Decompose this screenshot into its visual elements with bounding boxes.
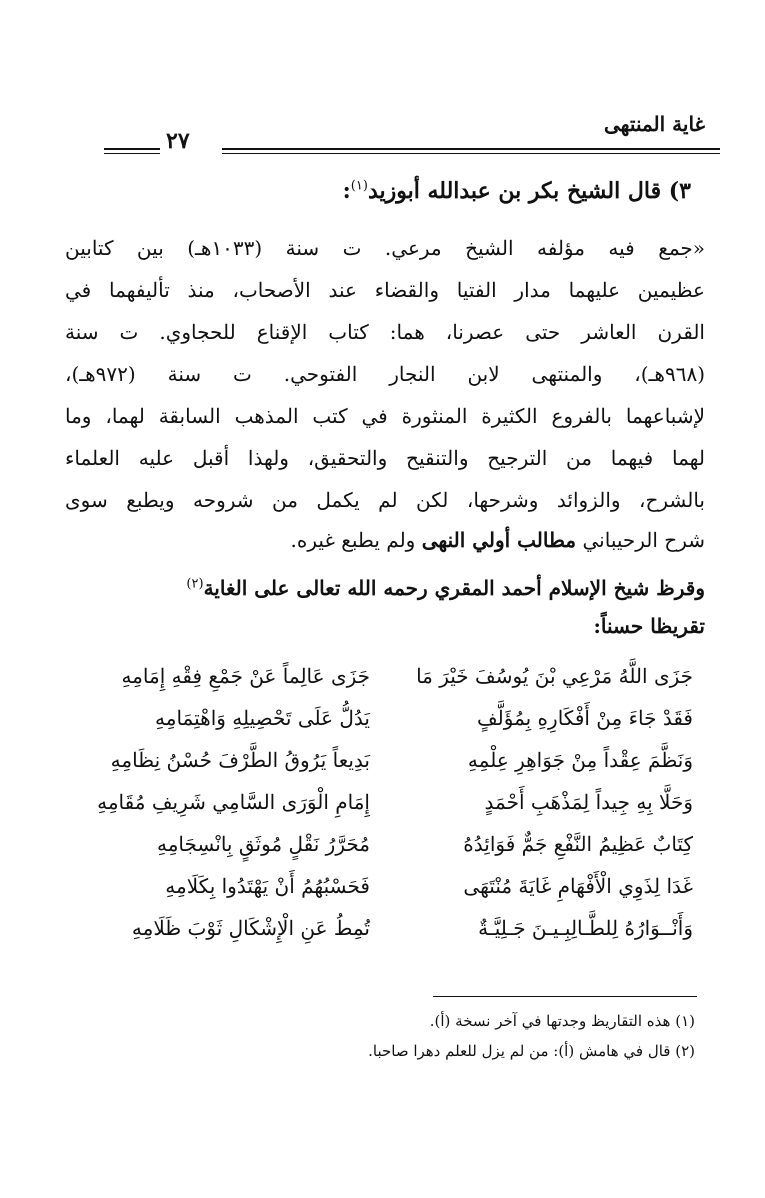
verse-1-right: جَزَى اللَّهُ مَرْعِي بْنَ يُوسُفَ خَيْرَ مَا (416, 664, 693, 688)
quote-line-3: القرن العاشر حتى عصرنا، هما: كتاب الإقناع للحجاوي. ت سنة (65, 320, 705, 344)
quote-line-1: «جمع فيه مؤلفه الشيخ مرعي. ت سنة (١٠٣٣هـ) بين كتابين (65, 236, 705, 260)
section-heading-text: ٣) قال الشيخ بكر بن عبدالله أبوزيد (367, 178, 691, 204)
verse-5-right: كِتَابٌ عَظِيمُ النَّفْعِ جَمٌّ فَوَائِدُهُ (463, 832, 693, 856)
taqreez-line-1: وقرظ شيخ الإسلام أحمد المقري رحمه الله تعالى على الغاية (203, 576, 705, 600)
taqreez-line-2: تقريظا حسناً: (593, 614, 705, 638)
verse-3-left: بَدِيعاً يَرُوقُ الطَّرْفَ حُسْنُ نِظَامِهِ (110, 748, 370, 772)
verse-1-left: جَزَى عَالِماً عَنْ جَمْعِ فِقْهِ إِمَامِهِ (121, 664, 370, 688)
verse-2-right: فَقَدْ جَاءَ مِنْ أَفْكَارِهِ بِمُؤَلَّفٍ (476, 706, 693, 730)
quote-last-before: شرح الرحيباني (576, 528, 705, 552)
verse-6-right: غَدَا لِذَوِي الْأَفْهَامِ غَايَةَ مُنْتَهَى (463, 874, 693, 898)
verse-4-right: وَحَلَّا بِهِ جِيداً لِمَذْهَبِ أَحْمَدٍ (484, 790, 693, 814)
footnote-ref-1: (١) (350, 178, 368, 194)
verse-4-left: إِمَامِ الْوَرَى السَّامِي شَرِيفِ مُقَامِهِ (97, 790, 370, 814)
quote-last-after: ولم يطبع غيره. (290, 528, 422, 552)
verse-2-left: يَدُلُّ عَلَى تَحْصِيلِهِ وَاهْتِمَامِهِ (155, 706, 370, 730)
header-rule-short-thin (104, 153, 160, 154)
quote-line-8 (65, 528, 705, 552)
section-heading (343, 178, 691, 204)
footnote-2: (٢) قال في هامش (أ): من لم يزل للعلم دهرا صاحبا. (368, 1042, 695, 1060)
verse-7-right: وَأَنْــوَارُهُ لِلطَّـالِبِـيـنَ جَـلِيَّـةٌ (478, 916, 693, 940)
verse-3-right: وَنَظَّمَ عِقْداً مِنْ جَوَاهِرِ عِلْمِهِ (467, 748, 693, 772)
page-number: ٢٧ (166, 128, 190, 154)
quote-line-4: (٩٦٨هـ)، والمنتهى لابن النجار الفتوحي. ت سنة (٩٧٢هـ)، (65, 362, 705, 386)
header-rule-long (222, 148, 720, 150)
header-rule-short (104, 148, 160, 150)
verse-7-left: تُمِطُ عَنِ الْإِشْكَالِ ثَوْبَ ظَلَامِهِ (131, 916, 370, 940)
running-title: غاية المنتهى (604, 112, 705, 136)
taqreez-heading (186, 576, 705, 600)
footnote-1: (١) هذه التقاريظ وجدتها في آخر نسخة (أ). (429, 1012, 695, 1030)
book-title-bold: مطالب أولي النهى (421, 528, 577, 552)
quote-line-2: عظيمين عليهما مدار الفتيا والقضاء عند الأصحاب، منذ تأليفهما في (65, 278, 705, 302)
footnote-ref-2: (٢) (186, 576, 204, 592)
verse-6-left: فَحَسْبُهُمُ أَنْ يَهْتَدُوا بِكَلَامِهِ (165, 874, 370, 898)
verse-5-left: مُحَرَّرُ نَقْلٍ مُوثَقٍ بِانْسِجَامِهِ (156, 832, 370, 856)
heading-colon: : (342, 178, 351, 204)
quote-line-6: لهما فيهما من الترجيح والتنقيح والتحقيق، ولهذا أقبل عليه العلماء (65, 446, 705, 470)
header-rule-long-thin (222, 153, 720, 154)
quote-line-7: بالشرح، والزوائد وشرحها، لكن لم يكمل من شروحه ويطبع سوى (65, 488, 705, 512)
quote-line-5: لإشباعهما بالفروع الكثيرة المنثورة في كتب المذهب السابقة لهما، وما (65, 404, 705, 428)
footnote-separator (433, 996, 697, 997)
